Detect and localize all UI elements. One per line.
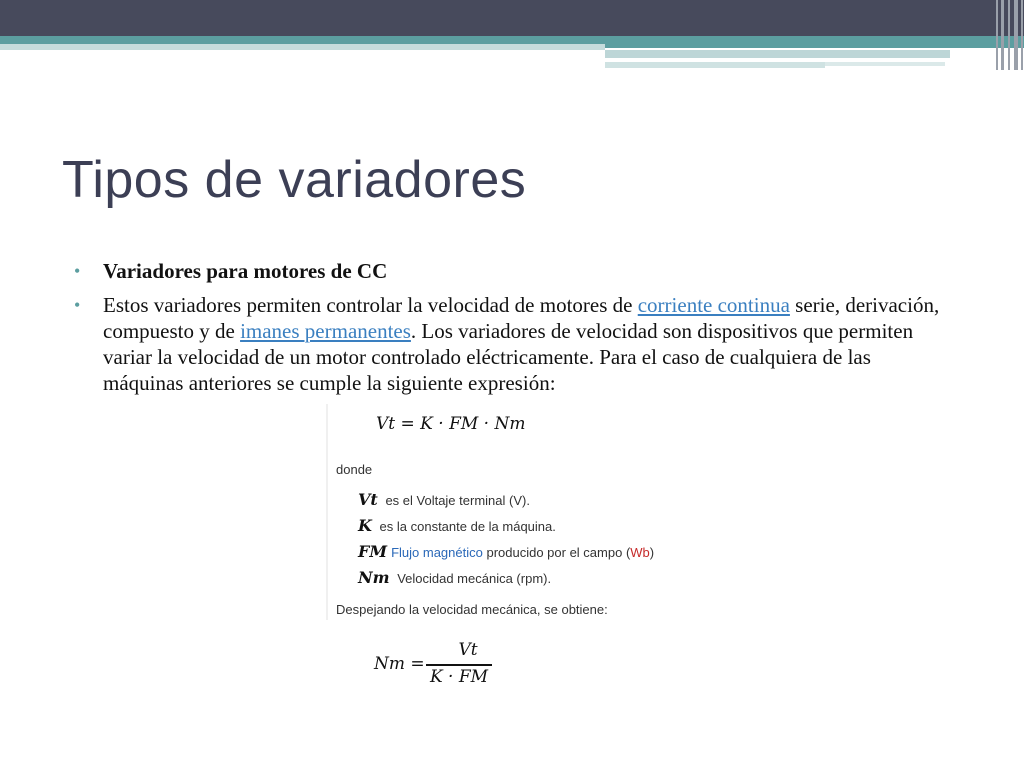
despejando-text: Despejando la velocidad mecánica, se obtiene: <box>336 602 608 617</box>
result-lhs: Nm = <box>374 654 425 674</box>
unit-link[interactable]: Wb <box>630 545 650 560</box>
bullet-marker: • <box>74 295 81 315</box>
variable-desc-end: ) <box>649 545 655 560</box>
header-stripe <box>0 44 605 50</box>
result-numerator: Vt <box>458 640 478 660</box>
variable-desc: producido por el campo ( <box>482 545 631 560</box>
bullet-list <box>74 258 954 404</box>
variable-row <box>358 542 654 561</box>
variable-symbol: K <box>358 516 372 535</box>
header-stripe <box>825 62 945 66</box>
variable-row <box>358 568 551 587</box>
variable-symbol: Nm <box>358 568 390 587</box>
bullet-item <box>74 292 954 396</box>
header-stripe <box>605 50 950 58</box>
variable-row <box>358 490 530 509</box>
flujo-magnetico-link[interactable]: Flujo magnético <box>391 545 483 560</box>
fraction-bar <box>426 664 492 666</box>
variable-desc: es la constante de la máquina. <box>379 519 556 534</box>
variable-row <box>358 516 556 535</box>
variable-symbol: Vt <box>358 490 378 509</box>
bullet-text: serie, derivación, compuesto y de <box>103 293 940 343</box>
donde-label: donde <box>336 462 373 477</box>
result-denominator: K · FM <box>429 667 489 687</box>
header-stripe <box>605 62 825 68</box>
variable-desc: Velocidad mecánica (rpm). <box>397 571 552 586</box>
link-corriente-continua[interactable]: corriente continua <box>637 293 790 317</box>
variable-symbol: FM <box>358 542 388 561</box>
formula-image <box>326 404 655 620</box>
bullet-heading: Variadores para motores de CC <box>103 259 388 283</box>
bullet-marker: • <box>74 261 81 281</box>
variable-desc: es el Voltaje terminal (V). <box>385 493 530 508</box>
bullet-text: Estos variadores permiten controlar la velocidad de motores de <box>103 293 638 317</box>
bullet-item <box>74 258 954 284</box>
main-equation: Vt = K · FM · Nm <box>376 414 526 434</box>
header-corner-lines <box>990 0 1024 70</box>
slide-title: Tipos de variadores <box>62 151 527 209</box>
link-imanes-permanentes[interactable]: imanes permanentes <box>240 319 411 343</box>
header-bar-dark <box>0 0 1024 36</box>
bullet-text: . Los variadores de velocidad son dispositivos que permiten variar la velocidad de un motor controlado eléctricamente. Para el caso de cualquiera de las máquinas anteriores se cumple la siguiente expresión: <box>103 319 914 395</box>
